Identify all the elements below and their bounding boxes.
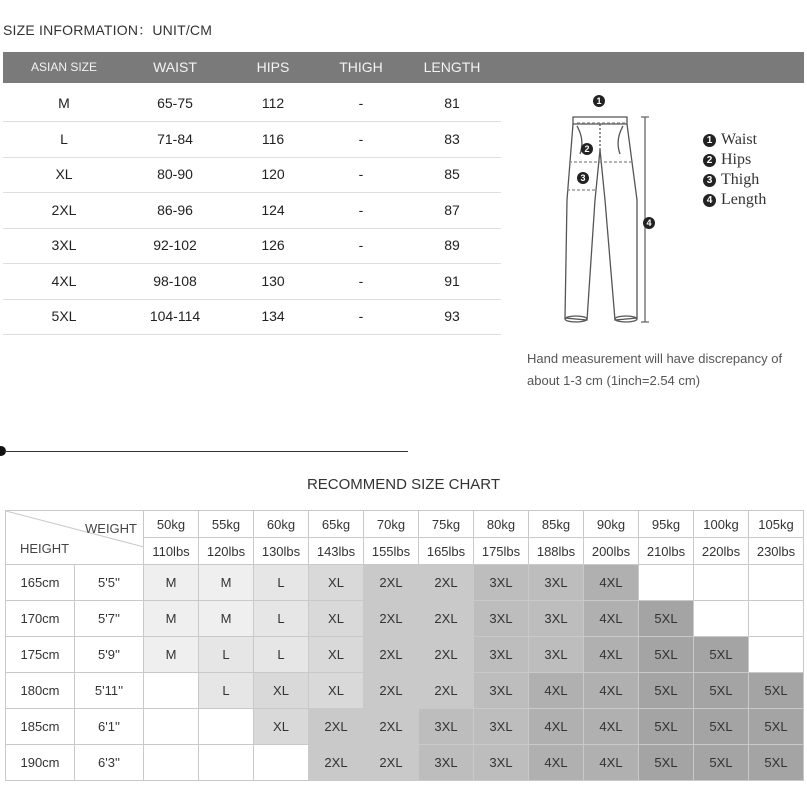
- weight-lbs-header: 110lbs: [144, 538, 199, 565]
- cell-thigh: -: [358, 166, 364, 182]
- legend-num-icon: 1: [703, 134, 716, 147]
- size-cell: 4XL: [584, 565, 639, 601]
- cell-thigh: -: [358, 130, 364, 147]
- size-cell: XL: [309, 565, 364, 601]
- cell-length: 89: [444, 237, 460, 253]
- legend-waist: 1 Waist: [703, 130, 766, 150]
- cell-length: 81: [444, 95, 460, 111]
- size-cell: 5XL: [694, 709, 749, 745]
- size-cell: [199, 745, 254, 781]
- size-cell: 5XL: [639, 637, 694, 673]
- weight-lbs-header: 188lbs: [529, 538, 584, 565]
- size-cell: 5XL: [639, 709, 694, 745]
- legend-length: 4 Length: [703, 190, 766, 210]
- header-waist: WAIST: [153, 59, 197, 75]
- size-cell: [749, 637, 804, 673]
- legend-num-icon: 4: [703, 194, 716, 207]
- size-cell: 2XL: [419, 637, 474, 673]
- size-table-row: [3, 157, 501, 193]
- weight-lbs-header: 155lbs: [364, 538, 419, 565]
- measure-legend: [703, 130, 766, 210]
- chart-row: [6, 637, 804, 673]
- cell-waist: 86-96: [157, 201, 193, 218]
- size-cell: 3XL: [419, 709, 474, 745]
- size-cell: 5XL: [749, 709, 804, 745]
- size-table-row: [3, 264, 501, 300]
- weight-lbs-header: 220lbs: [694, 538, 749, 565]
- weight-kg-header: 65kg: [309, 511, 364, 538]
- height-cm: 175cm: [6, 637, 75, 673]
- cell-size: 3XL: [51, 237, 77, 253]
- size-cell: 4XL: [584, 709, 639, 745]
- header-thigh: THIGH: [339, 59, 383, 75]
- cell-size: XL: [55, 166, 73, 182]
- size-cell: 5XL: [694, 637, 749, 673]
- weight-kg-header: 50kg: [144, 511, 199, 538]
- weight-kg-header: 70kg: [364, 511, 419, 538]
- size-cell: M: [199, 565, 254, 601]
- size-cell: 4XL: [584, 745, 639, 781]
- weight-lbs-header: 200lbs: [584, 538, 639, 565]
- height-ft: 5'5'': [75, 565, 144, 601]
- marker-length: 4: [646, 218, 652, 228]
- chart-row: [6, 565, 804, 601]
- size-cell: 3XL: [474, 565, 529, 601]
- size-cell: M: [144, 637, 199, 673]
- cell-waist: 98-108: [153, 272, 197, 289]
- legend-num-icon: 3: [703, 174, 716, 187]
- size-cell: 2XL: [419, 673, 474, 709]
- cell-length: 83: [444, 130, 460, 147]
- cell-length: 93: [444, 308, 460, 324]
- legend-hips: 2 Hips: [703, 150, 766, 170]
- size-cell: 2XL: [419, 565, 474, 601]
- size-cell: [144, 745, 199, 781]
- cell-waist: 71-84: [157, 130, 193, 147]
- size-cell: XL: [254, 709, 309, 745]
- weight-lbs-header: 165lbs: [419, 538, 474, 565]
- size-cell: 3XL: [529, 637, 584, 673]
- cell-thigh: -: [358, 237, 364, 253]
- cell-waist: 104-114: [149, 308, 201, 324]
- size-cell: 2XL: [364, 745, 419, 781]
- weight-kg-header: 60kg: [254, 511, 309, 538]
- weight-lbs-header: 130lbs: [254, 538, 309, 565]
- cell-waist: 65-75: [157, 95, 193, 111]
- size-cell: 5XL: [749, 673, 804, 709]
- weight-kg-header: 105kg: [749, 511, 804, 538]
- pants-diagram-icon: [545, 90, 695, 330]
- measurement-note: Hand measurement will have discrepancy of about 1-3 cm (1inch=2.54 cm): [527, 351, 783, 388]
- size-cell: XL: [309, 637, 364, 673]
- recommend-size-chart: [5, 510, 804, 781]
- legend-num-icon: 2: [703, 154, 716, 167]
- height-cm: 180cm: [6, 673, 75, 709]
- cell-hips: 112: [261, 95, 285, 111]
- cell-thigh: -: [358, 272, 364, 289]
- weight-kg-header: 95kg: [639, 511, 694, 538]
- weight-kg-header: 85kg: [529, 511, 584, 538]
- size-cell: 2XL: [364, 565, 419, 601]
- size-cell: M: [199, 601, 254, 637]
- weight-lbs-header: 175lbs: [474, 538, 529, 565]
- size-cell: 3XL: [474, 601, 529, 637]
- weight-lbs-header: 120lbs: [199, 538, 254, 565]
- size-cell: [749, 565, 804, 601]
- weight-lbs-header: 210lbs: [639, 538, 694, 565]
- cell-thigh: -: [358, 95, 364, 111]
- size-cell: 2XL: [364, 709, 419, 745]
- size-cell: [694, 565, 749, 601]
- size-cell: [144, 673, 199, 709]
- cell-thigh: -: [358, 308, 364, 324]
- size-cell: 5XL: [694, 745, 749, 781]
- cell-hips: 134: [261, 308, 285, 324]
- weight-kg-header: 75kg: [419, 511, 474, 538]
- cell-hips: 126: [261, 237, 285, 253]
- size-cell: 3XL: [474, 709, 529, 745]
- size-cell: 5XL: [749, 745, 804, 781]
- weight-kg-header: 55kg: [199, 511, 254, 538]
- cell-length: 87: [444, 201, 460, 218]
- cell-length: 91: [444, 272, 460, 289]
- cell-hips: 120: [261, 166, 285, 182]
- cell-waist: 80-90: [157, 166, 193, 182]
- size-cell: 3XL: [529, 565, 584, 601]
- cell-size: 2XL: [51, 201, 77, 218]
- height-cm: 165cm: [6, 565, 75, 601]
- size-cell: 5XL: [639, 745, 694, 781]
- size-cell: L: [254, 565, 309, 601]
- height-cm: 185cm: [6, 709, 75, 745]
- size-cell: M: [144, 565, 199, 601]
- size-cell: 4XL: [529, 673, 584, 709]
- size-table-row: [3, 122, 501, 158]
- weight-lbs-header: 230lbs: [749, 538, 804, 565]
- size-table-header: [3, 52, 804, 83]
- legend-thigh: 3 Thigh: [703, 170, 766, 190]
- size-table-row: [3, 299, 501, 335]
- weight-kg-header: 100kg: [694, 511, 749, 538]
- size-cell: 2XL: [364, 637, 419, 673]
- cell-size: M: [58, 95, 70, 111]
- cell-hips: 130: [261, 272, 285, 289]
- size-cell: 3XL: [474, 673, 529, 709]
- cell-waist: 92-102: [153, 237, 197, 253]
- marker-waist: 1: [596, 96, 602, 106]
- height-ft: 5'7'': [75, 601, 144, 637]
- size-cell: 4XL: [529, 709, 584, 745]
- size-cell: L: [199, 637, 254, 673]
- size-cell: 2XL: [364, 601, 419, 637]
- cell-hips: 116: [261, 130, 285, 147]
- weight-kg-header: 90kg: [584, 511, 639, 538]
- height-label: HEIGHT: [20, 541, 70, 556]
- size-cell: L: [199, 673, 254, 709]
- header-length: LENGTH: [423, 59, 481, 75]
- size-table-row: [3, 86, 501, 122]
- size-cell: XL: [254, 673, 309, 709]
- size-cell: 3XL: [474, 745, 529, 781]
- cell-size: 5XL: [51, 308, 77, 324]
- size-cell: XL: [309, 673, 364, 709]
- height-ft: 6'1'': [75, 709, 144, 745]
- cell-size: L: [60, 130, 68, 147]
- size-cell: [639, 565, 694, 601]
- size-table-row: [3, 228, 501, 264]
- size-cell: L: [254, 637, 309, 673]
- section-divider: [4, 451, 408, 452]
- size-cell: [749, 601, 804, 637]
- chart-row: [6, 745, 804, 781]
- size-cell: 2XL: [309, 709, 364, 745]
- marker-thigh: 3: [580, 173, 586, 183]
- size-cell: 4XL: [584, 637, 639, 673]
- height-cm: 190cm: [6, 745, 75, 781]
- size-cell: [694, 601, 749, 637]
- size-cell: 3XL: [474, 637, 529, 673]
- size-cell: 2XL: [309, 745, 364, 781]
- recommend-title: RECOMMEND SIZE CHART: [306, 476, 501, 493]
- size-table-row: [3, 193, 501, 229]
- height-ft: 5'11'': [75, 673, 144, 709]
- chart-row: [6, 673, 804, 709]
- size-cell: 5XL: [694, 673, 749, 709]
- cell-size: 4XL: [51, 272, 77, 289]
- chart-corner: [6, 511, 144, 565]
- header-hips: HIPS: [256, 59, 290, 75]
- height-ft: 6'3'': [75, 745, 144, 781]
- size-cell: 3XL: [529, 601, 584, 637]
- size-cell: XL: [309, 601, 364, 637]
- size-cell: 5XL: [639, 673, 694, 709]
- size-cell: [254, 745, 309, 781]
- cell-length: 85: [444, 166, 460, 182]
- chart-row: [6, 709, 804, 745]
- size-cell: 5XL: [639, 601, 694, 637]
- size-cell: 3XL: [419, 745, 474, 781]
- height-ft: 5'9'': [75, 637, 144, 673]
- size-cell: 4XL: [584, 601, 639, 637]
- cell-thigh: -: [358, 201, 364, 218]
- size-cell: 4XL: [529, 745, 584, 781]
- size-cell: 4XL: [584, 673, 639, 709]
- weight-kg-header: 80kg: [474, 511, 529, 538]
- chart-row: [6, 601, 804, 637]
- size-cell: [144, 709, 199, 745]
- marker-hips: 2: [584, 144, 590, 154]
- size-cell: L: [254, 601, 309, 637]
- weight-lbs-header: 143lbs: [309, 538, 364, 565]
- size-info-title: SIZE INFORMATION：UNIT/CM: [3, 22, 213, 38]
- size-cell: M: [144, 601, 199, 637]
- size-cell: 2XL: [419, 601, 474, 637]
- weight-label: WEIGHT: [85, 521, 137, 536]
- size-cell: [199, 709, 254, 745]
- cell-hips: 124: [261, 201, 285, 218]
- height-cm: 170cm: [6, 601, 75, 637]
- size-cell: 2XL: [364, 673, 419, 709]
- header-asian-size: ASIAN SIZE: [30, 60, 98, 74]
